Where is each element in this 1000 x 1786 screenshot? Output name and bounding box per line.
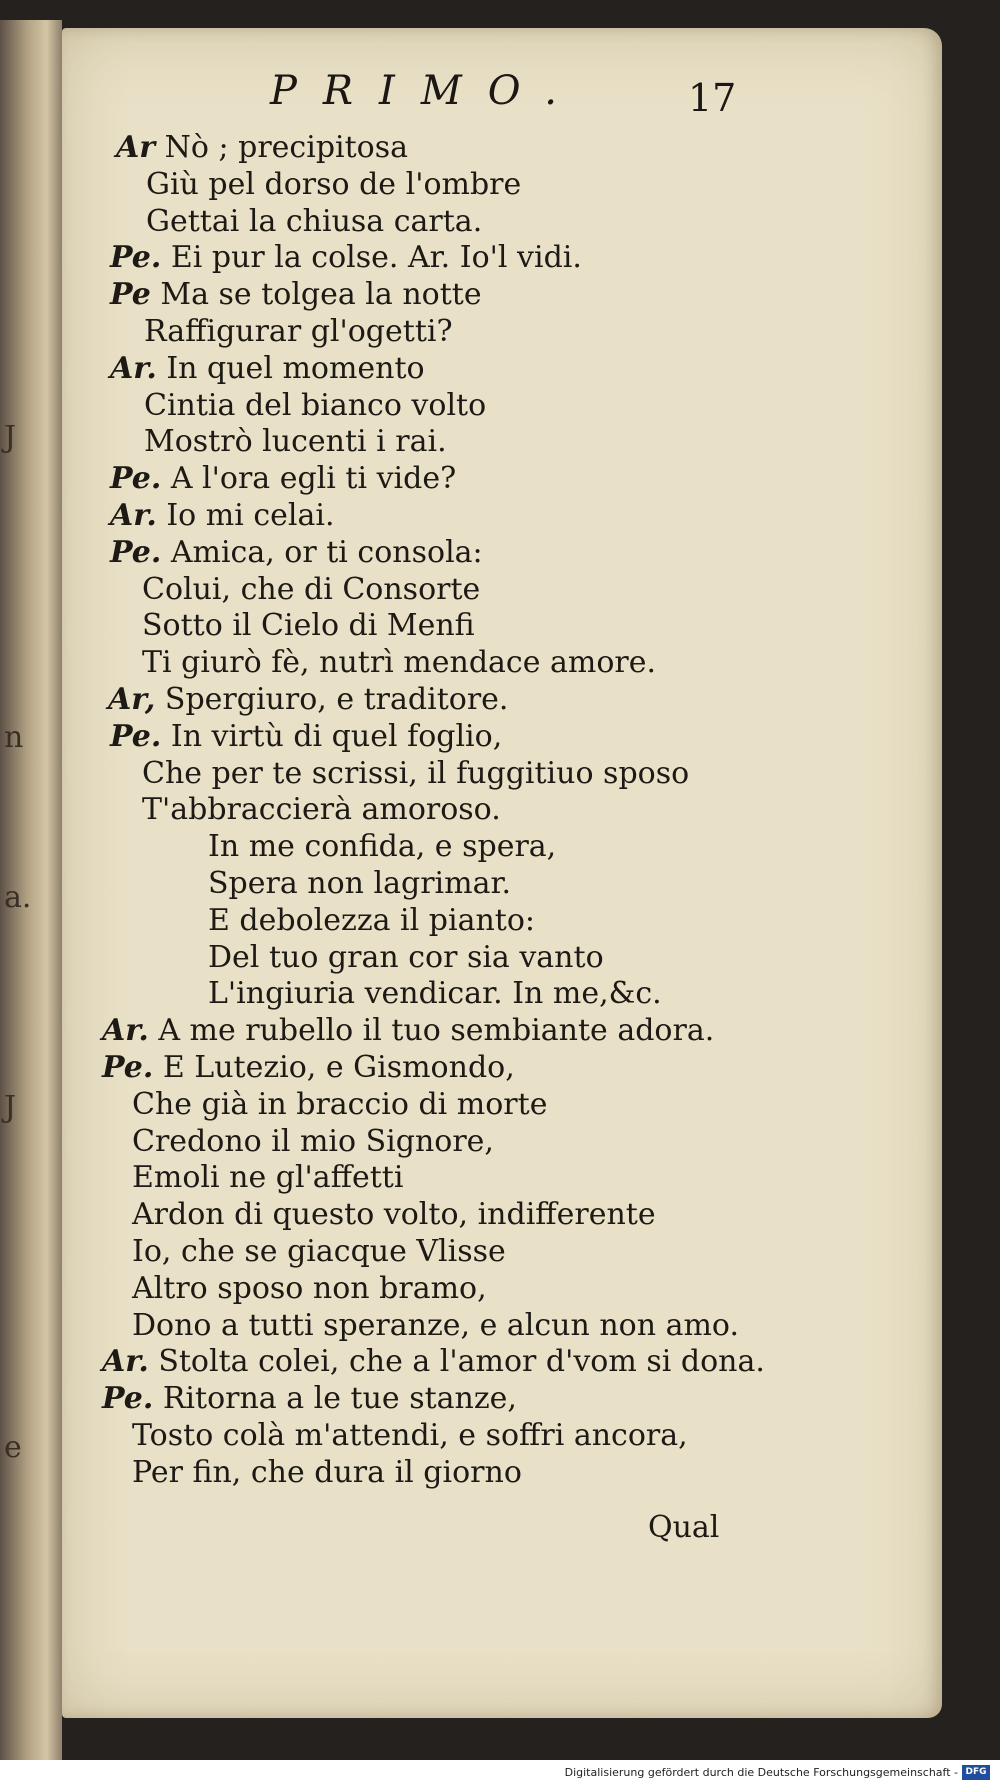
verse-line-text: T'abbraccierà amoroso.	[142, 792, 501, 828]
page-number: 17	[688, 76, 737, 120]
verse-line-text: Altro sposo non bramo,	[132, 1270, 487, 1306]
verse-line-text: Ei pur la colse. Ar. Io'l vidi.	[170, 240, 582, 276]
verse-line-text: Raffigurar gl'ogetti?	[144, 314, 453, 349]
verse-line-text: Ma se tolgea la notte	[160, 277, 482, 313]
verse-line	[132, 1087, 547, 1123]
verse-line	[142, 608, 475, 644]
verse-line-text: Amica, or ti consola:	[170, 534, 483, 570]
verse-line	[142, 792, 501, 828]
verse-line-text: E Lutezio, e Gismondo,	[162, 1050, 515, 1085]
speaker-label: Pe.	[110, 534, 162, 570]
verse-line-text: In virtù di quel foglio,	[170, 718, 503, 754]
verse-line-text: Cintia del bianco volto	[144, 387, 487, 423]
margin-fragment: J	[4, 420, 17, 455]
verse-line	[132, 1455, 522, 1491]
verse-line-text: Sotto il Cielo di Menfi	[142, 608, 475, 644]
verse-line	[132, 1197, 656, 1233]
verse-line-text: Gettai la chiusa carta.	[146, 203, 483, 239]
verse-line	[110, 461, 456, 497]
verse-line	[110, 498, 335, 534]
verse-line-text: Io mi celai.	[166, 498, 335, 533]
speaker-label: Ar.	[110, 498, 157, 533]
margin-fragment: a.	[4, 880, 32, 915]
verse-line-text: Colui, che di Consorte	[142, 571, 481, 607]
verse-line-text: Mostrò lucenti i rai.	[144, 424, 447, 460]
catchword: Qual	[648, 1510, 720, 1545]
verse-line	[132, 1160, 403, 1196]
verse-line	[208, 829, 556, 865]
verse-line	[142, 756, 689, 792]
verse-line	[102, 1050, 515, 1086]
verse-line	[102, 1013, 714, 1049]
verse-line	[146, 204, 482, 240]
verse-line	[142, 645, 656, 681]
verse-line-text: Ti giurò fè, nutrì mendace amore.	[142, 645, 657, 681]
funding-credit: Digitalisierung gefördert durch die Deutsche Forschungsgemeinschaft -	[564, 1766, 958, 1779]
verse-line	[208, 866, 511, 902]
verse-line-text: Tosto colà m'attendi, e soffri ancora,	[132, 1418, 688, 1453]
speaker-label: Pe.	[102, 1381, 154, 1417]
verse-line	[102, 1344, 765, 1380]
running-head: PRIMO.	[270, 68, 583, 114]
speaker-label: Ar,	[108, 682, 156, 717]
verse-line-text: Nò ; precipitosa	[164, 130, 409, 165]
verse-line	[208, 940, 604, 976]
verse-line-text: Spera non lagrimar.	[208, 866, 512, 901]
verse-line	[110, 277, 482, 313]
verse-line	[132, 1418, 688, 1454]
speaker-label: Ar.	[102, 1013, 149, 1049]
verse-line-text: Io, che se giacque Vlisse	[132, 1234, 506, 1269]
verse-line-text: A me rubello il tuo sembiante adora.	[158, 1013, 715, 1049]
speaker-label: Pe	[110, 277, 151, 313]
verse-line-text: In me confida, e spera,	[208, 829, 557, 865]
verse-line	[110, 351, 425, 387]
verse-line-text: E debolezza il pianto:	[208, 902, 535, 938]
verse-line	[132, 1234, 506, 1270]
verse-line-text: Stolta colei, che a l'amor d'vom si dona.	[158, 1344, 765, 1380]
verse-line-text: Che per te scrissi, il fuggitiuo sposo	[142, 755, 690, 791]
speaker-label: Ar	[116, 130, 156, 165]
verse-line-text: In quel momento	[166, 350, 425, 386]
speaker-label: Ar.	[102, 1344, 149, 1380]
verse-line	[142, 572, 480, 608]
verse-line-text: Giù pel dorso de l'ombre	[146, 166, 522, 202]
margin-fragment: n	[4, 720, 24, 755]
margin-fragment: J	[4, 1090, 17, 1125]
verse-line-text: Del tuo gran cor sia vanto	[208, 939, 604, 975]
verse-line	[108, 682, 508, 718]
verse-line-text: L'ingiuria vendicar. In me,&c.	[208, 976, 662, 1012]
verse-line-text: Che già in braccio di morte	[132, 1086, 548, 1122]
verse-line	[208, 976, 662, 1012]
verse-line-text: Dono a tutti speranze, e alcun non amo.	[132, 1307, 740, 1343]
verse-line	[116, 130, 408, 166]
verse-line	[102, 1381, 517, 1417]
speaker-label: Pe.	[110, 718, 162, 754]
verse-line-text: Credono il mio Signore,	[132, 1123, 494, 1159]
verse-line	[208, 903, 535, 939]
verse-line	[132, 1124, 494, 1160]
verse-line	[110, 535, 483, 571]
verse-line	[110, 240, 582, 276]
dfg-logo: DFG	[962, 1765, 990, 1780]
verse-line	[144, 314, 453, 350]
verse-line	[144, 424, 447, 460]
verse-line-text: Ardon di questo volto, indifferente	[132, 1197, 656, 1233]
margin-fragment: e	[4, 1430, 22, 1465]
verse-line-text: Emoli ne gl'affetti	[132, 1160, 404, 1196]
speaker-label: Pe.	[110, 240, 162, 276]
verse-line-text: A l'ora egli ti vide?	[170, 461, 457, 497]
verse-line-text: Ritorna a le tue stanze,	[162, 1381, 517, 1417]
speaker-label: Pe.	[110, 461, 162, 497]
verse-line-text: Per fin, che dura il giorno	[132, 1454, 522, 1490]
digitization-footer	[0, 1760, 1000, 1786]
speaker-label: Ar.	[110, 350, 157, 386]
speaker-label: Pe.	[102, 1050, 154, 1085]
verse-line	[110, 719, 502, 755]
verse-line	[146, 167, 521, 203]
verse-line	[132, 1271, 487, 1307]
verse-line-text: Spergiuro, e traditore.	[164, 682, 509, 717]
verse-line	[132, 1308, 739, 1344]
verse-line	[144, 388, 486, 424]
